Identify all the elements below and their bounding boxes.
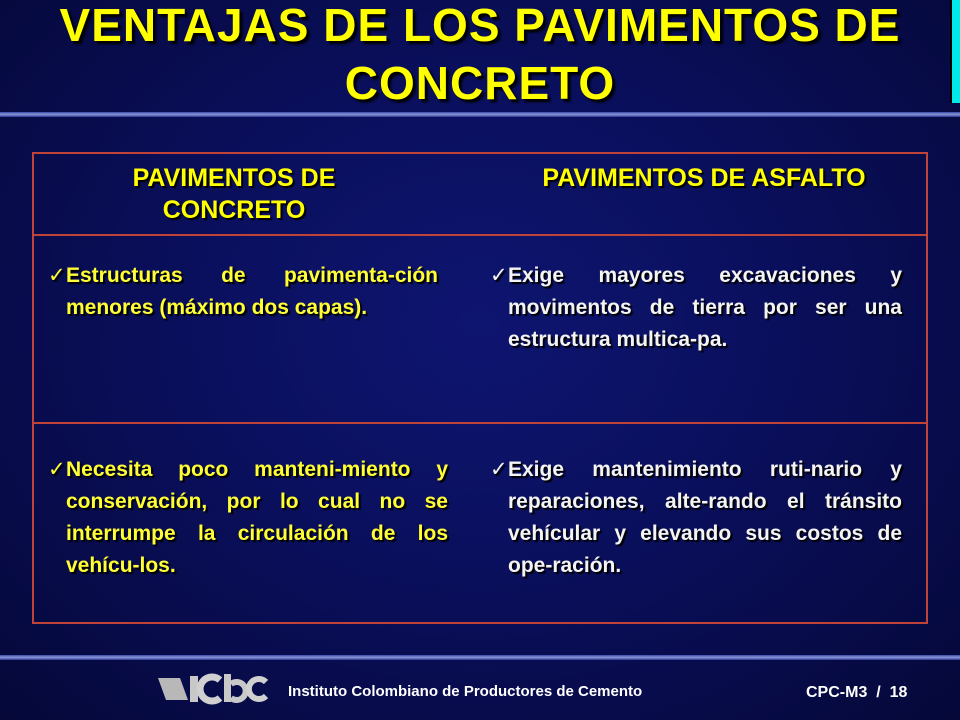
header-asphalt: PAVIMENTOS DE ASFALTO bbox=[542, 164, 866, 192]
row1-concrete-text: Estructuras de pavimenta-ción menores (máximo dos capas). bbox=[66, 264, 438, 319]
row1-asphalt-text: Exige mayores excavaciones y movimentos de tierra por ser una estructura multica-pa. bbox=[508, 264, 902, 351]
slide-number: CPC-M3 / 18 bbox=[806, 684, 908, 701]
accent-bar bbox=[950, 0, 960, 103]
row2-concrete-cell bbox=[48, 454, 448, 582]
top-divider bbox=[0, 112, 960, 117]
bottom-divider bbox=[0, 655, 960, 660]
check-mark-icon: ✓ bbox=[48, 458, 66, 481]
row2-concrete-text: Necesita poco manteni-miento y conservación, por lo cual no se interrumpe la circulación de los vehícu-los. bbox=[66, 458, 448, 577]
icpc-logo bbox=[158, 672, 270, 706]
slide-title: VENTAJAS DE LOS PAVIMENTOS DE CONCRETO bbox=[59, 0, 901, 109]
header-concrete: PAVIMENTOS DE CONCRETO bbox=[132, 164, 336, 224]
check-mark-icon: ✓ bbox=[48, 264, 66, 287]
check-mark-icon: ✓ bbox=[490, 264, 508, 287]
check-mark-icon: ✓ bbox=[490, 458, 508, 481]
row2-asphalt-cell bbox=[490, 454, 902, 582]
row2-asphalt-text: Exige mantenimiento ruti-nario y reparaciones, alte-rando el tránsito vehícular y elevando sus costos de ope-ración. bbox=[508, 458, 902, 577]
row-divider bbox=[34, 422, 926, 424]
row1-concrete-cell bbox=[48, 260, 438, 324]
comparison-table bbox=[32, 152, 928, 624]
organization-name: Instituto Colombiano de Productores de Cemento bbox=[288, 683, 643, 700]
header-divider bbox=[34, 234, 926, 236]
row1-asphalt-cell bbox=[490, 260, 902, 356]
